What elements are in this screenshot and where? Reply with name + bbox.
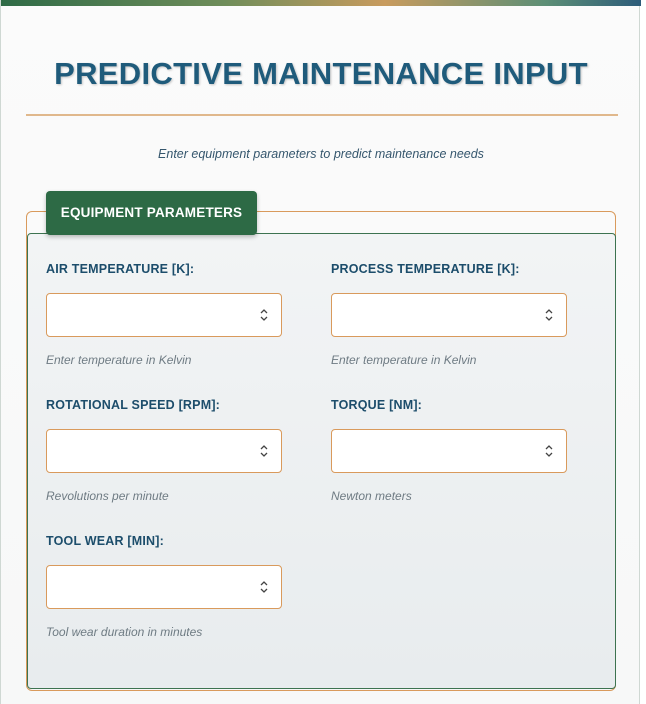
torque-field[interactable] [331,429,567,473]
process-temperature-input[interactable] [332,294,542,334]
torque-help: Newton meters [331,489,412,503]
air-temperature-field[interactable] [46,293,282,337]
tool-wear-field[interactable] [46,565,282,609]
section-legend: EQUIPMENT PARAMETERS [46,191,257,235]
top-accent-bar [1,0,641,6]
tool-wear-help: Tool wear duration in minutes [46,625,203,639]
chevron-up-down-icon[interactable] [259,306,269,324]
tool-wear-label: TOOL WEAR [MIN]: [46,534,165,548]
title-divider [26,114,618,116]
torque-input[interactable] [332,430,542,470]
air-temperature-help: Enter temperature in Kelvin [46,353,192,367]
rotational-speed-label: ROTATIONAL SPEED [RPM]: [46,398,221,412]
tool-wear-input[interactable] [47,566,257,606]
chevron-up-down-icon[interactable] [259,442,269,460]
rotational-speed-help: Revolutions per minute [46,489,169,503]
process-temperature-help: Enter temperature in Kelvin [331,353,477,367]
chevron-up-down-icon[interactable] [544,442,554,460]
chevron-up-down-icon[interactable] [544,306,554,324]
rotational-speed-field[interactable] [46,429,282,473]
chevron-up-down-icon[interactable] [259,578,269,596]
process-temperature-field[interactable] [331,293,567,337]
page-title: PREDICTIVE MAINTENANCE INPUT [54,56,588,91]
page-subtitle: Enter equipment parameters to predict maintenance needs [158,147,484,161]
air-temperature-input[interactable] [47,294,257,334]
rotational-speed-input[interactable] [47,430,257,470]
torque-label: TORQUE [NM]: [331,398,423,412]
process-temperature-label: PROCESS TEMPERATURE [K]: [331,262,520,276]
air-temperature-label: AIR TEMPERATURE [K]: [46,262,195,276]
